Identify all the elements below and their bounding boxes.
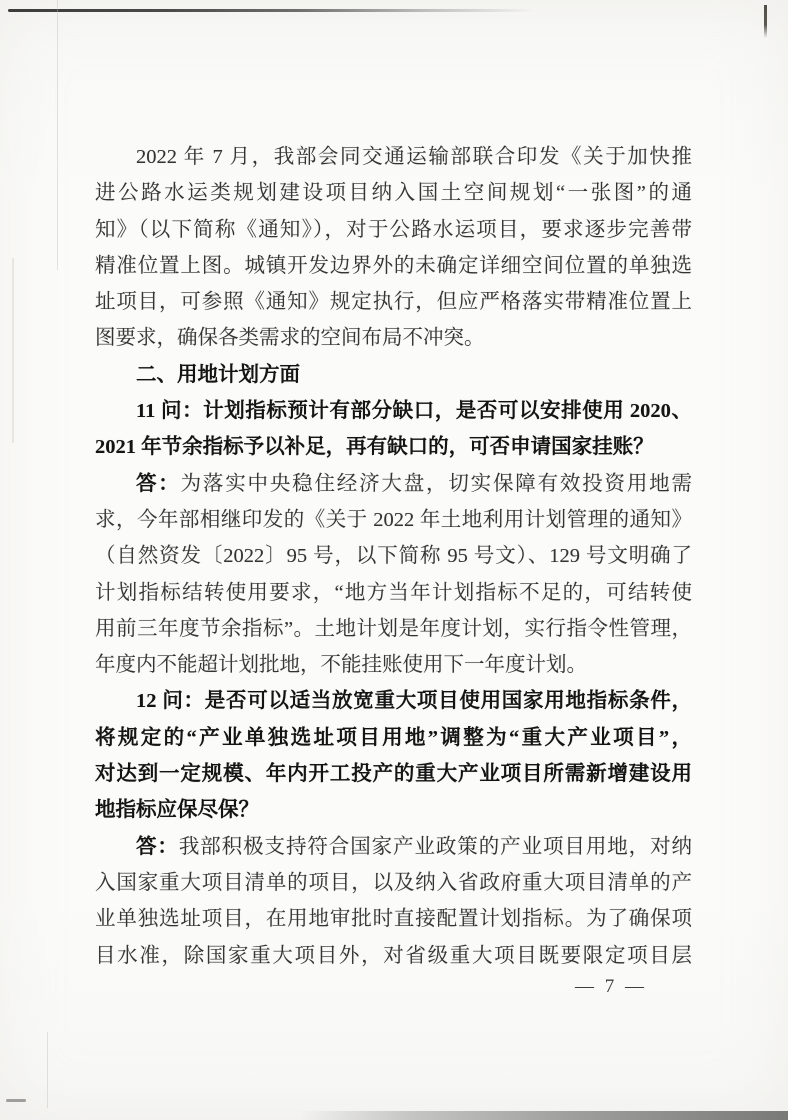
scan-artifact-bottom-bar xyxy=(0,1111,788,1120)
answer-label: 答： xyxy=(136,472,181,495)
text-line-question: 11 问：计划指标预计有部分缺口，是否可以安排使用 2020、 xyxy=(136,400,692,423)
text-line-section-heading: 二、用地计划方面 xyxy=(136,363,300,386)
scan-artifact-vertical-line xyxy=(57,0,58,270)
scan-artifact-vertical-line xyxy=(47,1032,48,1108)
text-line-answer: 用前三年度节余指标”。土地计划是年度计划，实行指令性管理， xyxy=(95,617,692,640)
scan-artifact-right-dash xyxy=(764,5,767,38)
text-line-body: 址项目，可参照《通知》规定执行，但应严格落实带精准位置上 xyxy=(95,291,692,314)
text-line-body: 精准位置上图。城镇开发边界外的未确定详细空间位置的单独选 xyxy=(95,254,692,277)
scan-artifact-top-line xyxy=(8,9,535,12)
text-line-question: 将规定的“产业单独选址项目用地”调整为“重大产业项目”， xyxy=(95,726,692,749)
text-line-body: 进公路水运类规划建设项目纳入国土空间规划“一张图”的通 xyxy=(95,182,692,205)
text-line-body: 图要求，确保各类需求的空间布局不冲突。 xyxy=(95,327,485,350)
text-line-answer: 目水准，除国家重大项目外，对省级重大项目既要限定项目层 xyxy=(95,944,692,967)
text-line-question: 2021 年节余指标予以补足，再有缺口的，可否申请国家挂账？ xyxy=(95,436,654,459)
text-line-question: 对达到一定规模、年内开工投产的重大产业项目所需新增建设用 xyxy=(95,763,692,786)
text-line-question: 地指标应保尽保？ xyxy=(95,799,259,822)
answer-label: 答： xyxy=(136,835,179,858)
text-line-answer: 计划指标结转使用要求，“地方当年计划指标不足的，可结转使 xyxy=(95,581,692,604)
text-line-answer: （自然资发〔2022〕95 号，以下简称 95 号文）、129 号文明确了 xyxy=(95,545,692,568)
page-number: — 7 — xyxy=(575,976,647,997)
text-line-answer: 答：为落实中央稳住经济大盘，切实保障有效投资用地需 xyxy=(136,472,692,495)
text-line-body: 知》（以下简称《通知》），对于公路水运项目，要求逐步完善带 xyxy=(95,218,692,241)
text-line-body: 2022 年 7 月，我部会同交通运输部联合印发《关于加快推 xyxy=(136,146,692,168)
text-line-answer: 求，今年部相继印发的《关于 2022 年土地利用计划管理的通知》 xyxy=(95,508,692,531)
text-line-question: 12 问：是否可以适当放宽重大项目使用国家用地指标条件， xyxy=(136,690,692,713)
text-line-answer: 入国家重大项目清单的项目，以及纳入省政府重大项目清单的产 xyxy=(95,871,692,894)
text-line-answer: 业单独选址项目，在用地审批时直接配置计划指标。为了确保项 xyxy=(95,908,692,931)
scan-artifact-bottom-left-dash xyxy=(6,1099,26,1102)
text-line-answer: 答：我部积极支持符合国家产业政策的产业项目用地，对纳 xyxy=(136,835,692,858)
text-line-answer: 年度内不能超计划批地，不能挂账使用下一年度计划。 xyxy=(95,654,587,677)
scan-artifact-vertical-line xyxy=(12,258,14,443)
document-body xyxy=(95,139,692,974)
